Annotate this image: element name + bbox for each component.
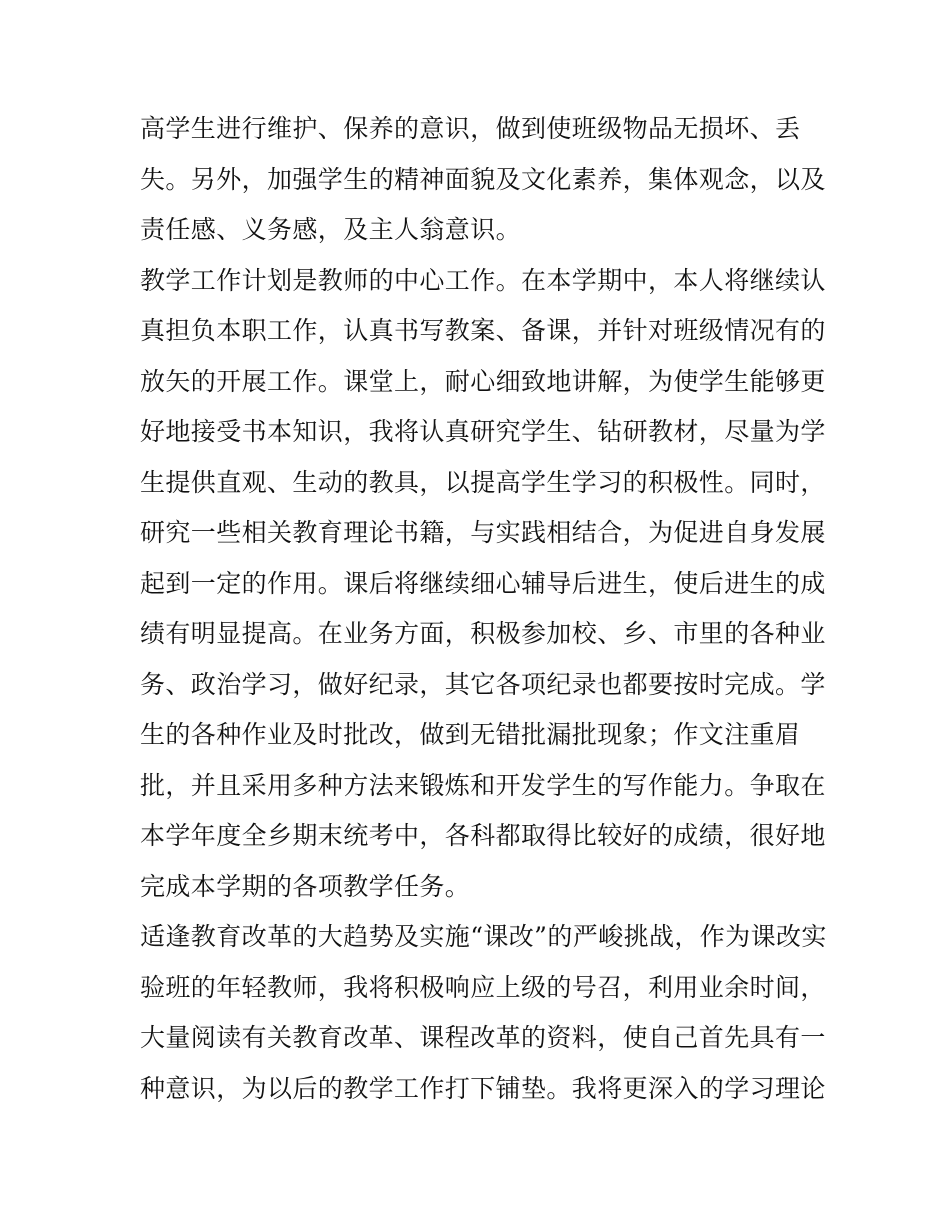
text-line: 完成本学期的各项教学任务。 — [140, 871, 471, 901]
text-line: 教学工作计划是教师的中心工作。在本学期中，本人将继续认 — [140, 265, 826, 295]
text-line: 批，并且采用多种方法来锻炼和开发学生的写作能力。争取在 — [140, 770, 826, 800]
text-line: 失。另外，加强学生的精神面貌及文化素养，集体观念，以及 — [140, 164, 826, 194]
text-line: 研究一些相关教育理论书籍，与实践相结合，为促进自身发展 — [140, 518, 826, 547]
text-line: 大量阅读有关教育改革、课程改革的资料，使自己首先具有一 — [140, 1023, 826, 1052]
text-line: 验班的年轻教师，我将积极响应上级的号召，利用业余时间， — [140, 972, 826, 1002]
text-line: 真担负本职工作，认真书写教案、备课，并针对班级情况有的 — [140, 316, 826, 345]
text-line: 起到一定的作用。课后将继续细心辅导后进生，使后进生的成 — [140, 568, 826, 598]
text-line: 责任感、义务感，及主人翁意识。 — [140, 215, 522, 244]
text-line: 本学年度全乡期末统考中，各科都取得比较好的成绩，很好地 — [140, 821, 826, 850]
text-line: 好地接受书本知识，我将认真研究学生、钻研教材，尽量为学 — [140, 417, 826, 446]
text-line: 适逢教育改革的大趋势及实施“课改”的严峻挑战，作为课改实 — [140, 922, 827, 951]
text-line: 务、政治学习，做好纪录，其它各项纪录也都要按时完成。学 — [140, 669, 826, 699]
text-line: 高学生进行维护、保养的意识，做到使班级物品无损坏、丢 — [140, 114, 801, 143]
text-line: 放矢的开展工作。课堂上，耐心细致地讲解，为使学生能够更 — [140, 366, 826, 396]
text-line: 生的各种作业及时批改，做到无错批漏批现象；作文注重眉 — [140, 720, 801, 749]
text-line: 种意识，为以后的教学工作打下铺垫。我将更深入的学习理论 — [140, 1073, 826, 1103]
text-line: 生提供直观、生动的教具，以提高学生学习的积极性。同时， — [140, 467, 826, 497]
body-text — [140, 104, 827, 1114]
text-line: 绩有明显提高。在业务方面，积极参加校、乡、市里的各种业 — [140, 619, 826, 648]
